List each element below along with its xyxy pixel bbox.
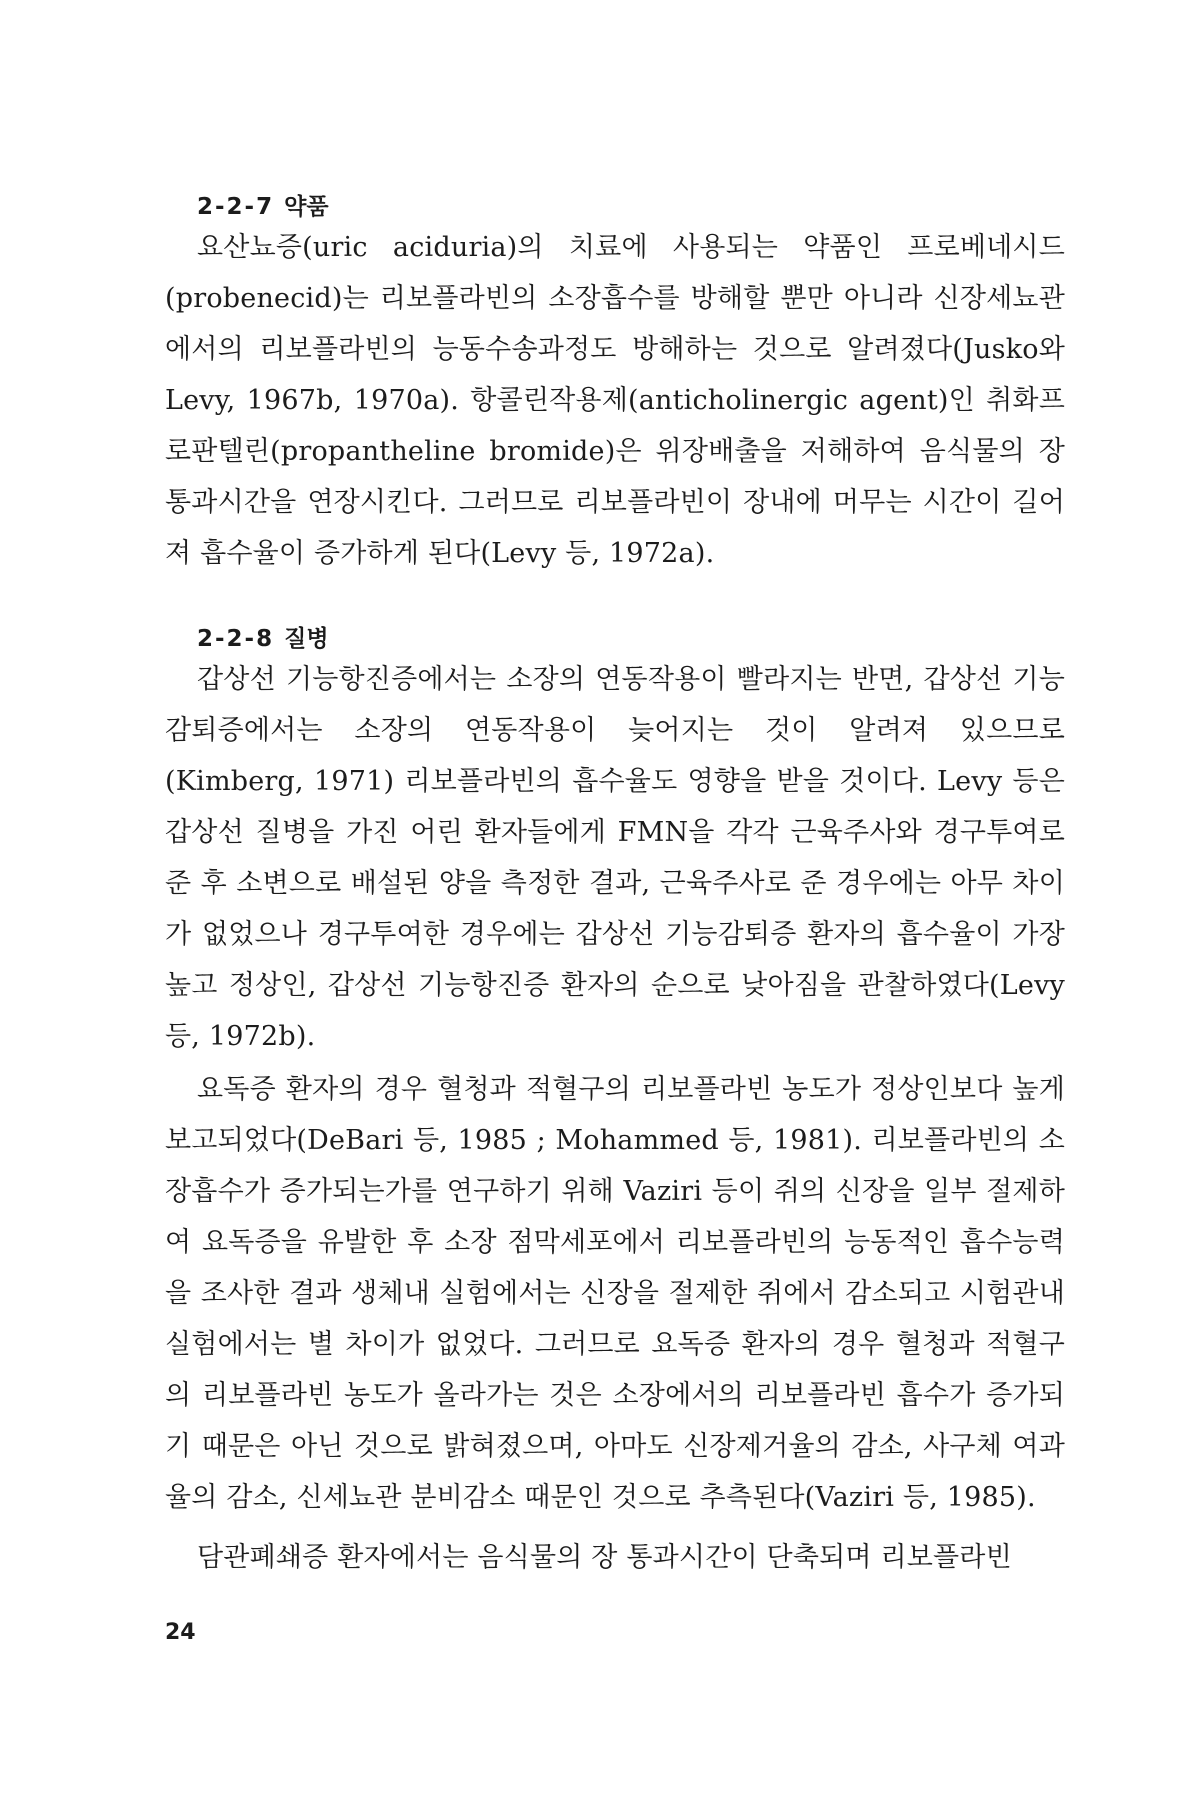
paragraph-thyroid: 갑상선 기능항진증에서는 소장의 연동작용이 빨라지는 반면, 갑상선 기능감퇴증에서는 소장의 연동작용이 늦어지는 것이 알려져 있으므로 (Kimberg, 1971) 리보플라빈의 흡수율도 영향을 받을 것이다. Levy 등은 갑상선 질병을 가진 어린 환자들에게 FMN을 각각 근육주사와 경구투여로 준 후 소변으로 배설된 양을 측정한 결과, 근육주사로 준 경우에는 아무 차이가 없었으나 경구투여한 경우에는 갑상선 기능감퇴증 환자의 흡수율이 가장 높고 정상인, 갑상선 기능항진증 환자의 순으로 낮아짐을 관찰하였다(Levy 등, 1972b). bbox=[165, 664, 1065, 1052]
paragraph-uremia: 요독증 환자의 경우 혈청과 적혈구의 리보플라빈 농도가 정상인보다 높게 보고되었다(DeBari 등, 1985 ; Mohammed 등, 1981). 리보플라빈의 소장흡수가 증가되는가를 연구하기 위해 Vaziri 등이 쥐의 신장을 일부 절제하여 요독증을 유발한 후 소장 점막세포에서 리보플라빈의 능동적인 흡수능력을 조사한 결과 생체내 실험에서는 신장을 절제한 쥐에서 감소되고 시험관내 실험에서는 별 차이가 없었다. 그러므로 요독증 환자의 경우 혈청과 적혈구의 리보플라빈 농도가 올라가는 것은 소장에서의 리보플라빈 흡수가 증가되기 때문은 아닌 것으로 밝혀졌으며, 아마도 신장제거율의 감소, 사구체 여과율의 감소, 신세뇨관 분비감소 때문인 것으로 추측된다(Vaziri 등, 1985). bbox=[165, 1074, 1065, 1513]
section-number: 2-2-7 bbox=[197, 194, 275, 220]
section-title: 질병 bbox=[284, 626, 329, 652]
section-number: 2-2-8 bbox=[197, 626, 275, 652]
page-number: 24 bbox=[165, 1620, 196, 1645]
paragraph-biliary-atresia: 담관폐쇄증 환자에서는 음식물의 장 통과시간이 단축되며 리보플라빈 bbox=[197, 1542, 1012, 1573]
section-title: 약품 bbox=[284, 194, 329, 220]
section-heading-drugs bbox=[197, 188, 329, 221]
paragraph-drugs: 요산뇨증(uric aciduria)의 치료에 사용되는 약품인 프로베네시드(probenecid)는 리보플라빈의 소장흡수를 방해할 뿐만 아니라 신장세뇨관에서의 리보플라빈의 능동수송과정도 방해하는 것으로 알려졌다(Jusko와 Levy, 1967b, 1970a). 항콜린작용제(anticholinergic agent)인 취화프로판텔린(propantheline bromide)은 위장배출을 저해하여 음식물의 장 통과시간을 연장시킨다. 그러므로 리보플라빈이 장내에 머무는 시간이 길어져 흡수율이 증가하게 된다(Levy 등, 1972a). bbox=[165, 232, 1065, 569]
section-heading-disease bbox=[197, 620, 329, 653]
